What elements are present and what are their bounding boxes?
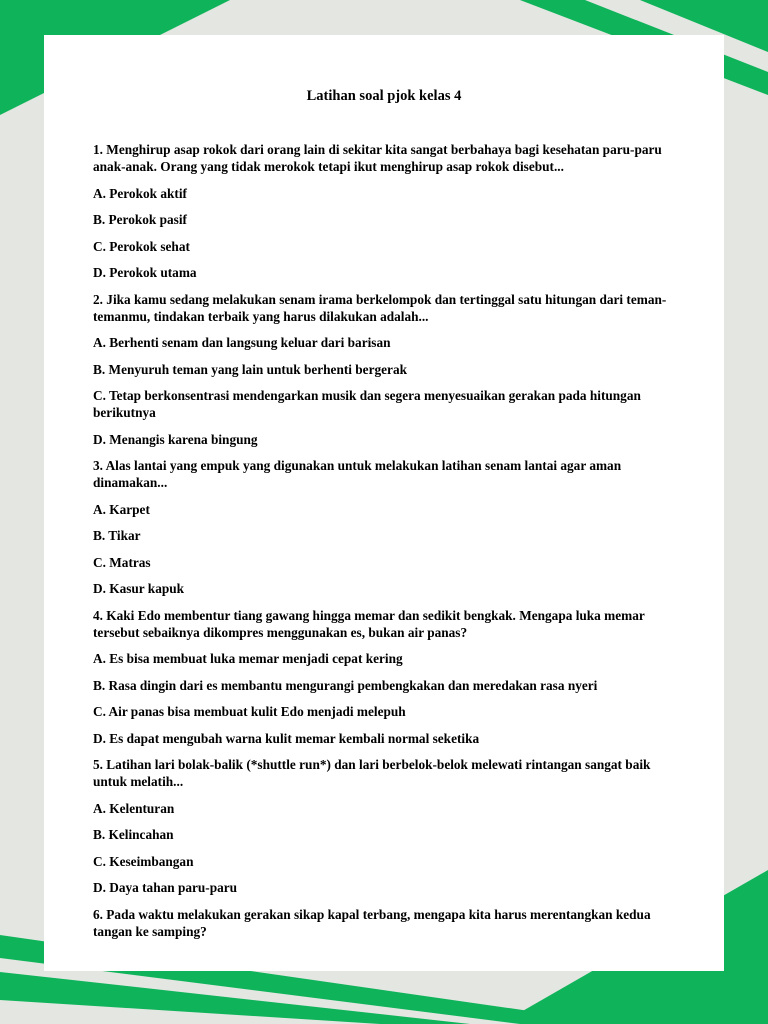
question-1: 1. Menghirup asap rokok dari orang lain di sekitar kita sangat berbahaya bagi kesehatan paru-paru anak-anak. Orang yang tidak merokok tetapi ikut menghirup asap rokok disebut...: [93, 142, 662, 174]
question-4: 4. Kaki Edo membentur tiang gawang hingga memar dan sedikit bengkak. Mengapa luka memar tersebut sebaiknya dikompres menggunakan es, bukan air panas?: [93, 607, 645, 640]
question-5-option-c: C. Keseimbangan: [93, 853, 194, 869]
question-5: 5. Latihan lari bolak-balik (*shuttle run*) dan lari berbelok-belok melewati rintangan sangat baik untuk melatih...: [93, 757, 651, 789]
question-1-option-b: B. Perokok pasif: [93, 212, 187, 227]
question-5-option-a: A. Kelenturan: [93, 800, 175, 816]
question-1-option-c: C. Perokok sehat: [93, 238, 190, 254]
page-title: Latihan soal pjok kelas 4: [306, 88, 462, 104]
question-3-option-a: A. Karpet: [93, 501, 150, 517]
question-2: 2. Jika kamu sedang melakukan senam irama berkelompok dan tertinggal satu hitungan dari teman-temanmu, tindakan terbaik yang harus dilakukan adalah...: [93, 291, 667, 324]
question-2-option-d: D. Menangis karena bingung: [93, 431, 258, 447]
question-1-option-d: D. Perokok utama: [93, 265, 197, 280]
question-3-option-b: B. Tikar: [93, 528, 141, 543]
question-4-option-d: D. Es dapat mengubah warna kulit memar kembali normal seketika: [93, 730, 480, 746]
question-list: [93, 141, 673, 949]
question-2-option-b: B. Menyuruh teman yang lain untuk berhenti bergerak: [93, 361, 407, 377]
question-4-option-a: A. Es bisa membuat luka memar menjadi cepat kering: [93, 651, 403, 666]
question-4-option-c: C. Air panas bisa membuat kulit Edo menjadi melepuh: [93, 704, 406, 719]
question-3: 3. Alas lantai yang empuk yang digunakan untuk melakukan latihan senam lantai agar aman dinamakan...: [93, 458, 622, 490]
question-3-option-d: D. Kasur kapuk: [93, 581, 185, 596]
question-1-option-a: A. Perokok aktif: [93, 185, 187, 201]
question-5-option-b: B. Kelincahan: [93, 827, 174, 842]
question-3-option-c: C. Matras: [93, 554, 151, 570]
question-5-option-d: D. Daya tahan paru-paru: [93, 880, 238, 895]
question-6: 6. Pada waktu melakukan gerakan sikap kapal terbang, mengapa kita harus merentangkan kedua tangan ke samping?: [93, 906, 651, 939]
question-2-option-a: A. Berhenti senam dan langsung keluar dari barisan: [93, 335, 391, 350]
question-2-option-c: C. Tetap berkonsentrasi mendengarkan musik dan segera menyesuaikan gerakan pada hitungan berikutnya: [93, 388, 641, 420]
document-page: [44, 35, 724, 971]
question-4-option-b: B. Rasa dingin dari es membantu mengurangi pembengkakan dan meredakan rasa nyeri: [93, 677, 598, 693]
